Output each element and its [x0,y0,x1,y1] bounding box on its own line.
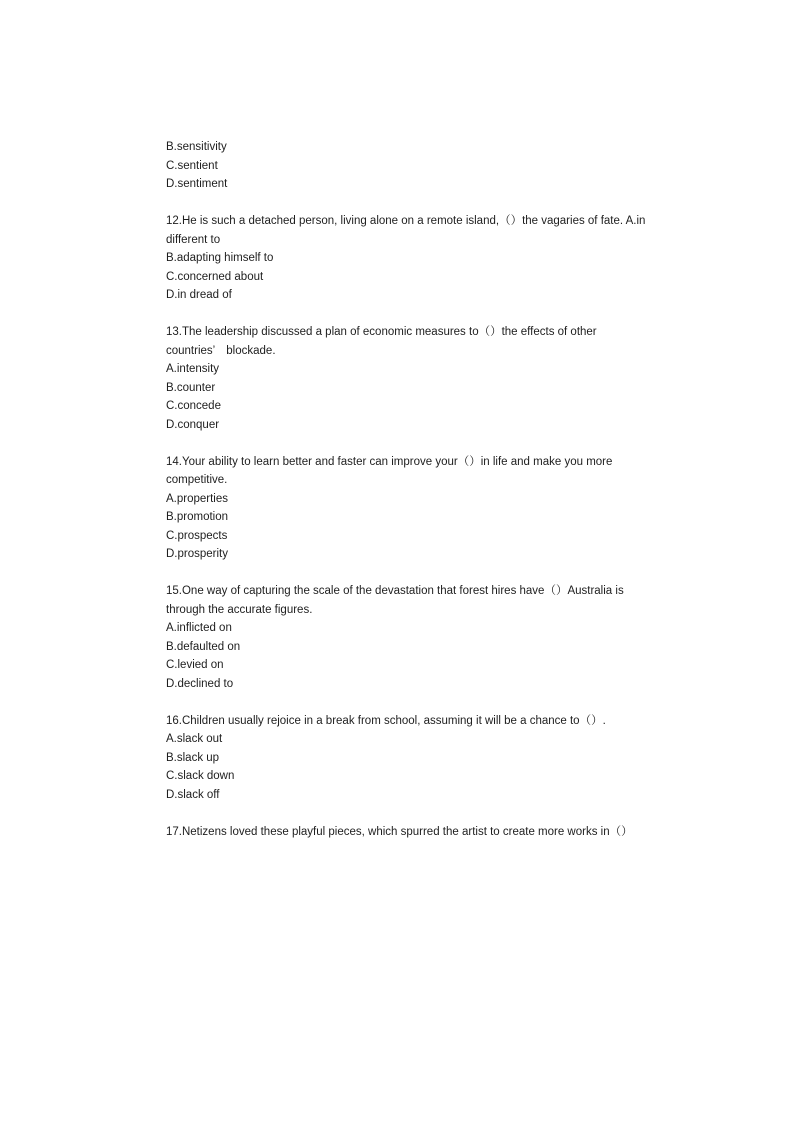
option-c: C.slack down [166,770,235,782]
question-text-line: 12.He is such a detached person, living alone on a remote island,（）the vagaries of fate. A.in [166,215,646,227]
question-text-line: countries’ blockade. [166,344,276,357]
option-c: C.concede [166,400,221,412]
question-13 [166,323,636,434]
option-d: D.conquer [166,418,220,431]
question-16 [166,712,636,805]
question-text-line: through the accurate figures. [166,603,313,616]
option-b: B.sensitivity [166,141,227,153]
option-c: C.sentient [166,159,218,172]
option-d: D.sentiment [166,178,228,190]
question-list [166,138,646,860]
question-text-line: 17.Netizens loved these playful pieces, which spurred the artist to create more works in（） [166,825,633,838]
question-text-line: 13.The leadership discussed a plan of economic measures to（）the effects of other [166,326,597,338]
option-a: A.slack out [166,733,223,745]
question-text-line: 14.Your ability to learn better and faster can improve your（）in life and make you more [166,455,613,468]
question-12 [166,212,646,305]
option-d: D.slack off [166,788,220,801]
question-17 [166,823,636,842]
option-c: C.levied on [166,659,224,671]
question-15 [166,582,636,693]
question-text-line: 16.Children usually rejoice in a break from school, assuming it will be a chance to（）. [166,714,606,727]
option-d: D.prosperity [166,548,228,560]
question-text-line: 15.One way of capturing the scale of the devastation that forest hires have（）Australia is [166,585,624,597]
option-c: C.concerned about [166,270,264,283]
question-14 [166,453,636,564]
option-a: A.inflicted on [166,622,232,634]
option-b: B.promotion [166,511,229,523]
question-text-line: different to [166,233,221,246]
option-c: C.prospects [166,529,228,542]
option-d: D.in dread of [166,289,232,301]
question-text-line: competitive. [166,474,228,486]
option-a: A.properties [166,492,229,505]
option-b: B.defaulted on [166,640,241,653]
option-b: B.slack up [166,751,220,764]
option-a: A.intensity [166,363,220,375]
option-d: D.declined to [166,677,234,690]
option-b: B.adapting himself to [166,252,274,264]
intro-options [166,138,636,194]
option-b: B.counter [166,381,216,394]
